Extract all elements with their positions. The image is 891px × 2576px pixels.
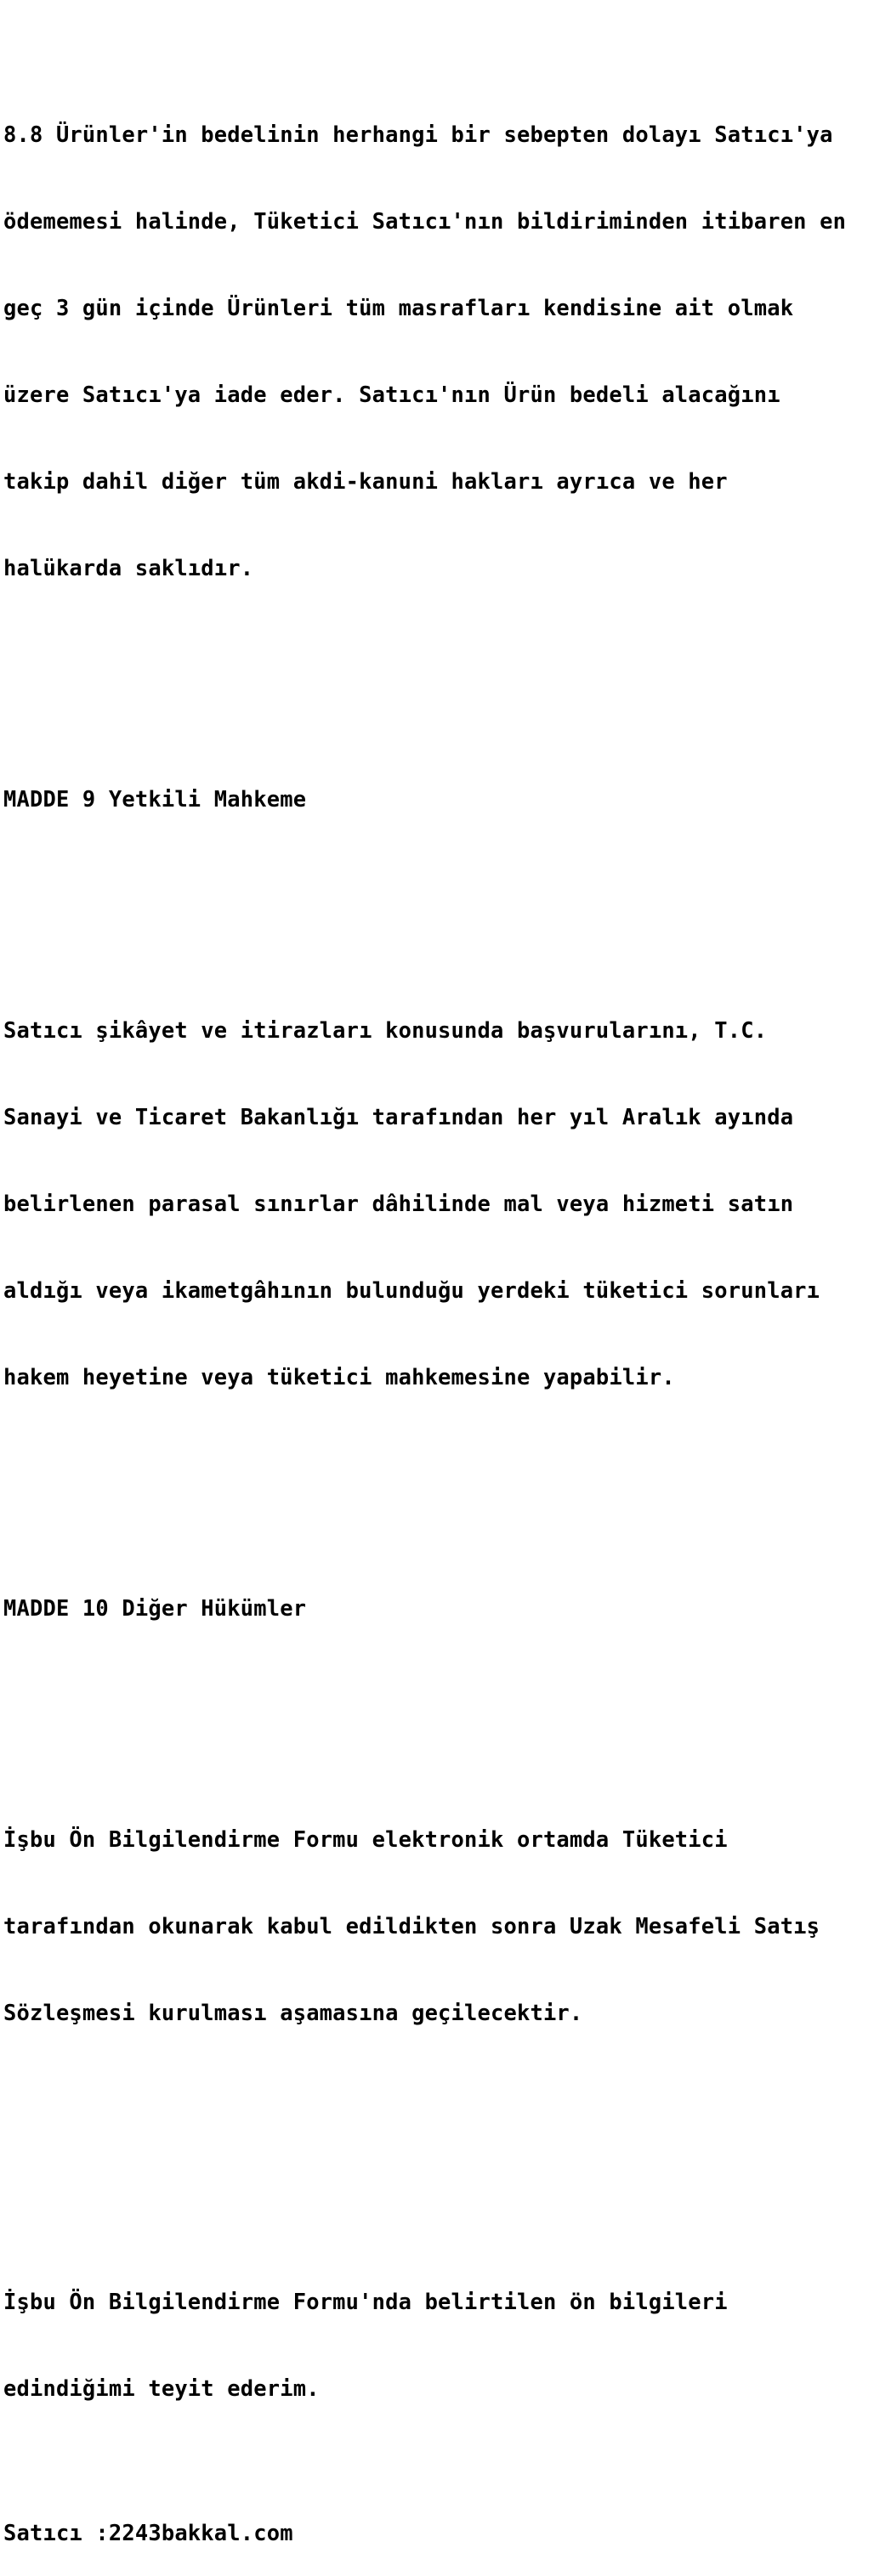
text-line: Sanayi ve Ticaret Bakanlığı tarafından her yıl Aralık ayında <box>3 1104 794 1129</box>
spacer <box>3 1680 846 1709</box>
text-line: edindiğimi teyit ederim. <box>3 2375 320 2401</box>
text-line: İşbu Ön Bilgilendirme Formu'nda belirtilen ön bilgileri <box>3 2289 728 2314</box>
text-line: hakem heyetine veya tüketici mahkemesine yapabilir. <box>3 1364 675 1390</box>
text-line: İşbu Ön Bilgilendirme Formu elektronik ortamda Tüketici <box>3 1826 728 1852</box>
document-body <box>3 4 846 2576</box>
text-line: 8.8 Ürünler'in bedelinin herhangi bir sebepten dolayı Satıcı'ya <box>3 122 833 147</box>
text-line: Sözleşmesi kurulması aşamasına geçilecektir. <box>3 2000 583 2025</box>
text-line: geç 3 gün içinde Ürünleri tüm masrafları kendisine ait olmak <box>3 295 794 320</box>
madde-10-paragraph-2 <box>3 2229 846 2460</box>
spacer <box>3 871 846 900</box>
seller-line: Satıcı :2243bakkal.com <box>3 2520 293 2545</box>
madde-10-paragraph-1 <box>3 1767 846 2085</box>
section-8-8 <box>3 62 846 640</box>
text-line: tarafından okunarak kabul edildikten sonra Uzak Mesafeli Satış <box>3 1913 820 1939</box>
text-line: ödememesi halinde, Tüketici Satıcı'nın bildiriminden itibaren en <box>3 208 847 234</box>
text-line: belirlenen parasal sınırlar dâhilinde mal veya hizmeti satın <box>3 1191 794 1216</box>
madde-9-heading: MADDE 9 Yetkili Mahkeme <box>3 786 307 812</box>
madde-10-heading: MADDE 10 Diğer Hükümler <box>3 1595 307 1621</box>
madde-9-paragraph <box>3 958 846 1449</box>
spacer <box>3 698 846 727</box>
text-line: takip dahil diğer tüm akdi-kanuni hakları ayrıca ve her <box>3 468 728 494</box>
text-line: halükarda saklıdır. <box>3 555 254 580</box>
text-line: aldığı veya ikametgâhının bulunduğu yerdeki tüketici sorunları <box>3 1277 820 1303</box>
text-line: Satıcı şikâyet ve itirazları konusunda başvurularını, T.C. <box>3 1017 768 1043</box>
spacer <box>3 2143 846 2171</box>
text-line: üzere Satıcı'ya iade eder. Satıcı'nın Ürün bedeli alacağını <box>3 382 780 407</box>
spacer <box>3 1507 846 1536</box>
